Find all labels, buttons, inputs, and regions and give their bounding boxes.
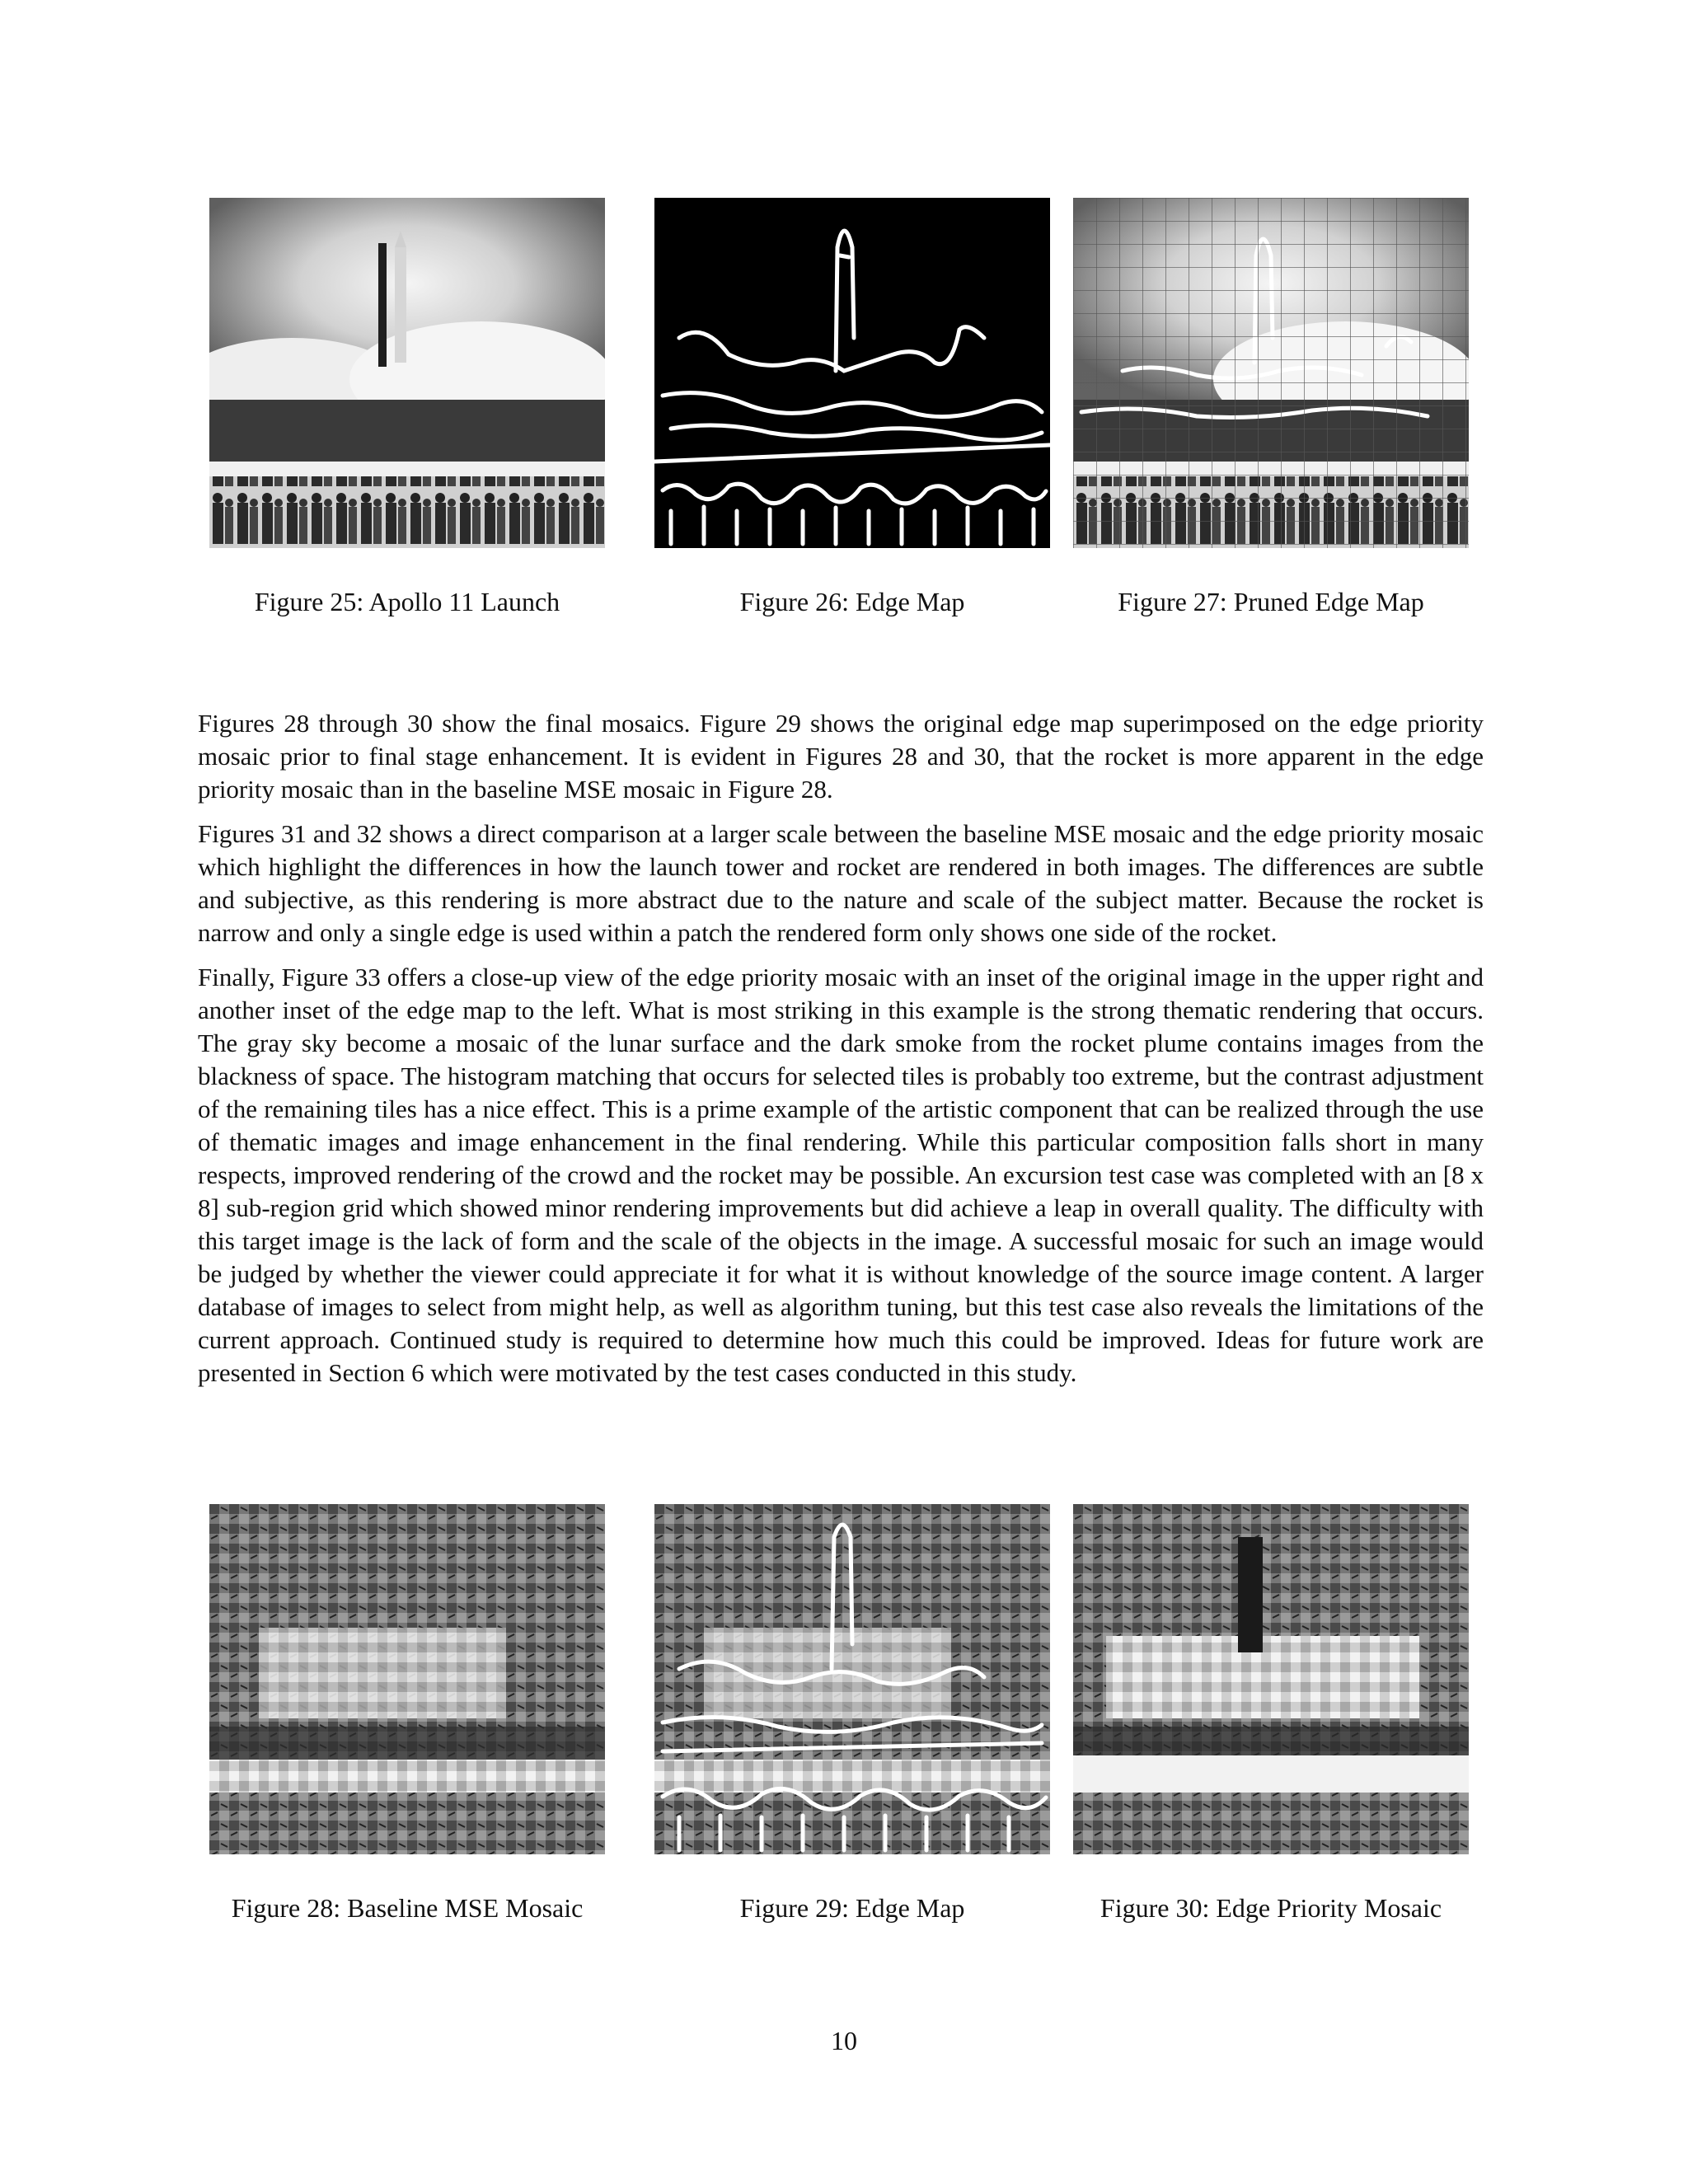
figure-27-caption: Figure 27: Pruned Edge Map	[1118, 587, 1424, 616]
paragraph-2: Figures 31 and 32 shows a direct comparison at a larger scale between the baseline MSE mosaic and the edge priority mosaic which highlight the differences in how the launch tower and rocket are rendered in both images. The differences are subtle and subjective, as this rendering is more abstract due to the nature and scale of the subject matter. Because the rocket is narrow and only a single edge is used within a patch the rendered form only shows one side of the rocket.	[198, 819, 1484, 947]
edge-priority-mosaic-image	[1073, 1504, 1469, 1854]
figure-27	[1073, 198, 1469, 616]
paragraph-1: Figures 28 through 30 show the final mosaics. Figure 29 shows the original edge map superimposed on the edge priority mosaic prior to final stage enhancement. It is evident in Figures 28 and 30, that the rocket is more apparent in the edge priority mosaic than in the baseline MSE mosaic in Figure 28.	[198, 709, 1484, 804]
figure-28	[209, 1504, 605, 1923]
top-figure-row	[0, 198, 1688, 659]
figure-29	[654, 1504, 1050, 1923]
figure-28-caption: Figure 28: Baseline MSE Mosaic	[231, 1893, 584, 1923]
baseline-mse-mosaic-image	[209, 1504, 605, 1854]
figure-25-caption: Figure 25: Apollo 11 Launch	[254, 587, 560, 616]
paragraph-3: Finally, Figure 33 offers a close-up view of the edge priority mosaic with an inset of the original image in the upper right and another inset of the edge map to the left. What is most striking in this example is the strong thematic rendering that occurs. The gray sky become a mosaic of the lunar surface and the dark smoke from the rocket plume contains images from the blackness of space. The histogram matching that occurs for selected tiles is probably too extreme, but the contrast adjustment of the remaining tiles has a nice effect. This is a prime example of the artistic component that can be realized through the use of thematic images and image enhancement in the final rendering. While this particular composition falls short in many respects, improved rendering of the crowd and the rocket may be possible. An excursion test case was completed with an [8 x 8] sub-region grid which showed minor rendering improvements but did achieve a leap in overall quality. The difficulty with this target image is the lack of form and the scale of the objects in the image. A successful mosaic for such an image would be judged by whether the viewer could appreciate it for what it is without knowledge of the source image content. A larger database of images to select from might help, as well as algorithm tuning, but this test case also reveals the limitations of the current approach. Continued study is required to determine how much this could be improved. Ideas for future work are presented in Section 6 which were motivated by the test cases conducted in this study.	[198, 963, 1484, 1387]
bottom-figure-row	[0, 1504, 1688, 1966]
page-number: 10	[831, 2026, 857, 2055]
pruned-edge-map-image	[1073, 198, 1469, 548]
body-text	[198, 707, 1484, 1401]
edge-map-overlay-image	[654, 1504, 1050, 1854]
apollo-launch-photo	[209, 198, 605, 548]
figure-29-caption: Figure 29: Edge Map	[739, 1893, 965, 1923]
edge-map-image	[654, 198, 1050, 548]
figure-25	[209, 198, 605, 616]
figure-26	[654, 198, 1050, 616]
figure-26-caption: Figure 26: Edge Map	[739, 587, 965, 616]
figure-30	[1073, 1504, 1469, 1923]
figure-30-caption: Figure 30: Edge Priority Mosaic	[1100, 1893, 1442, 1923]
